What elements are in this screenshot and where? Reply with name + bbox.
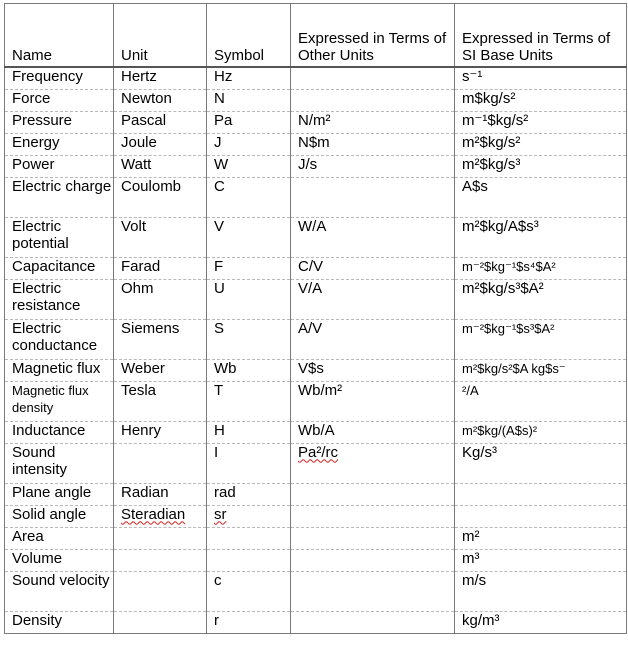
cell-si: m$kg/s²	[455, 89, 627, 111]
header-unit: Unit	[114, 4, 207, 68]
table-row	[5, 155, 627, 177]
cell-unit: Tesla	[114, 381, 207, 421]
table-row	[5, 549, 627, 571]
cell-unit: Radian	[114, 483, 207, 505]
cell-other	[291, 549, 455, 571]
cell-name: Electric charge	[5, 177, 114, 217]
cell-unit: Volt	[114, 217, 207, 257]
table-row	[5, 279, 627, 319]
cell-si: m⁻²$kg⁻¹$s⁴$A²	[455, 257, 627, 279]
cell-name: Power	[5, 155, 114, 177]
cell-symbol: S	[207, 319, 291, 359]
cell-other: V$s	[291, 359, 455, 381]
cell-unit	[114, 549, 207, 571]
cell-symbol	[207, 505, 291, 527]
cell-unit: Siemens	[114, 319, 207, 359]
cell-symbol-text: sr	[214, 505, 227, 523]
cell-symbol: rad	[207, 483, 291, 505]
cell-unit: Newton	[114, 89, 207, 111]
cell-si	[455, 505, 627, 527]
cell-symbol	[207, 527, 291, 549]
cell-symbol: T	[207, 381, 291, 421]
cell-other: J/s	[291, 155, 455, 177]
table-row	[5, 359, 627, 381]
table-row	[5, 133, 627, 155]
table-row	[5, 177, 627, 217]
table-row	[5, 257, 627, 279]
cell-name: Sound intensity	[5, 443, 114, 483]
cell-symbol: C	[207, 177, 291, 217]
table-row	[5, 527, 627, 549]
cell-si: m²$kg/A$s³	[455, 217, 627, 257]
table-row	[5, 217, 627, 257]
cell-si: Kg/s³	[455, 443, 627, 483]
cell-symbol: I	[207, 443, 291, 483]
cell-other	[291, 505, 455, 527]
cell-unit	[114, 571, 207, 611]
cell-si: m²	[455, 527, 627, 549]
cell-unit-text: Steradian	[121, 505, 186, 523]
cell-si: m/s	[455, 571, 627, 611]
cell-other	[291, 89, 455, 111]
table-row	[5, 505, 627, 527]
cell-si: m⁻²$kg⁻¹$s³$A²	[455, 319, 627, 359]
table-row	[5, 483, 627, 505]
cell-other: Wb/m²	[291, 381, 455, 421]
cell-si: ²/A	[455, 381, 627, 421]
cell-unit: Watt	[114, 155, 207, 177]
cell-si	[455, 483, 627, 505]
cell-other	[291, 571, 455, 611]
cell-name: Electric potential	[5, 217, 114, 257]
cell-unit: Ohm	[114, 279, 207, 319]
cell-symbol: V	[207, 217, 291, 257]
cell-si: kg/m³	[455, 611, 627, 633]
cell-other	[291, 483, 455, 505]
cell-si: m²$kg/s³$A²	[455, 279, 627, 319]
cell-name: Solid angle	[5, 505, 114, 527]
cell-unit	[114, 611, 207, 633]
si-units-table	[4, 3, 627, 634]
cell-name: Capacitance	[5, 257, 114, 279]
table-row	[5, 67, 627, 89]
cell-other	[291, 443, 455, 483]
cell-si: m²$kg/s²	[455, 133, 627, 155]
cell-unit: Coulomb	[114, 177, 207, 217]
cell-name: Inductance	[5, 421, 114, 443]
cell-si: m³	[455, 549, 627, 571]
cell-unit	[114, 505, 207, 527]
table-row	[5, 319, 627, 359]
table-row	[5, 111, 627, 133]
cell-other: C/V	[291, 257, 455, 279]
header-row	[5, 4, 627, 68]
cell-name: Pressure	[5, 111, 114, 133]
cell-name: Magnetic flux	[5, 359, 114, 381]
cell-unit: Weber	[114, 359, 207, 381]
cell-other: N/m²	[291, 111, 455, 133]
cell-symbol	[207, 549, 291, 571]
cell-unit: Pascal	[114, 111, 207, 133]
cell-unit	[114, 527, 207, 549]
cell-other: V/A	[291, 279, 455, 319]
cell-name: Force	[5, 89, 114, 111]
cell-si: m⁻¹$kg/s²	[455, 111, 627, 133]
cell-name: Volume	[5, 549, 114, 571]
cell-name: Frequency	[5, 67, 114, 89]
cell-symbol: W	[207, 155, 291, 177]
cell-other	[291, 527, 455, 549]
header-si-base-units: Expressed in Terms of SI Base Units	[455, 4, 627, 68]
cell-symbol: r	[207, 611, 291, 633]
table-row	[5, 611, 627, 633]
cell-name: Magnetic flux density	[5, 381, 114, 421]
cell-symbol: H	[207, 421, 291, 443]
cell-other	[291, 67, 455, 89]
cell-symbol: Wb	[207, 359, 291, 381]
header-symbol: Symbol	[207, 4, 291, 68]
cell-other: N$m	[291, 133, 455, 155]
cell-si: m²$kg/(A$s)²	[455, 421, 627, 443]
cell-other: W/A	[291, 217, 455, 257]
cell-other	[291, 177, 455, 217]
table-row	[5, 89, 627, 111]
cell-name: Sound velocity	[5, 571, 114, 611]
cell-symbol: J	[207, 133, 291, 155]
cell-symbol: N	[207, 89, 291, 111]
cell-unit: Hertz	[114, 67, 207, 89]
cell-unit: Joule	[114, 133, 207, 155]
table-row	[5, 381, 627, 421]
cell-unit: Henry	[114, 421, 207, 443]
cell-si: m²$kg/s²$A kg$s⁻	[455, 359, 627, 381]
header-other-units: Expressed in Terms of Other Units	[291, 4, 455, 68]
cell-name: Electric conductance	[5, 319, 114, 359]
cell-symbol: U	[207, 279, 291, 319]
cell-name: Density	[5, 611, 114, 633]
cell-name: Energy	[5, 133, 114, 155]
cell-si: m²$kg/s³	[455, 155, 627, 177]
cell-name: Plane angle	[5, 483, 114, 505]
cell-other	[291, 611, 455, 633]
table-row	[5, 421, 627, 443]
cell-symbol: Pa	[207, 111, 291, 133]
cell-name: Area	[5, 527, 114, 549]
cell-unit: Farad	[114, 257, 207, 279]
cell-name: Electric resistance	[5, 279, 114, 319]
table-row	[5, 571, 627, 611]
cell-si: A$s	[455, 177, 627, 217]
cell-symbol: Hz	[207, 67, 291, 89]
cell-symbol: F	[207, 257, 291, 279]
cell-other-text: Pa²/rc	[298, 443, 339, 461]
cell-other: A/V	[291, 319, 455, 359]
cell-unit	[114, 443, 207, 483]
cell-other: Wb/A	[291, 421, 455, 443]
cell-symbol: c	[207, 571, 291, 611]
table-row	[5, 443, 627, 483]
cell-si: s⁻¹	[455, 67, 627, 89]
header-name: Name	[5, 4, 114, 68]
